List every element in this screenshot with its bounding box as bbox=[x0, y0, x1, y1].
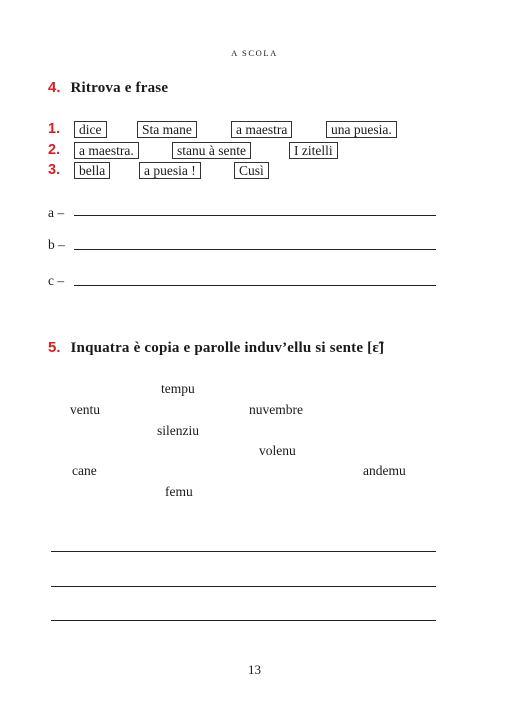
copy-line[interactable] bbox=[51, 551, 436, 552]
answer-line-a[interactable] bbox=[74, 215, 436, 216]
copy-line[interactable] bbox=[51, 586, 436, 587]
exercise-5-heading bbox=[48, 339, 384, 357]
running-head: A SCOLA bbox=[231, 48, 278, 58]
scattered-word: andemu bbox=[363, 463, 406, 478]
scattered-word: cane bbox=[72, 463, 97, 478]
word-box: a maestra bbox=[231, 121, 292, 138]
word-box: Cusì bbox=[234, 162, 269, 179]
exercise-4-heading bbox=[48, 79, 168, 97]
scattered-word: nuvembre bbox=[249, 402, 303, 417]
row-number: 2. bbox=[48, 142, 61, 158]
word-box: a puesia ! bbox=[139, 162, 201, 179]
answer-label: a – bbox=[48, 205, 65, 220]
word-box: bella bbox=[74, 162, 110, 179]
row-number: 1. bbox=[48, 121, 61, 137]
scattered-word: femu bbox=[165, 484, 193, 499]
exercise-5-number: 5. bbox=[48, 339, 61, 356]
word-box: una puesia. bbox=[326, 121, 397, 138]
word-box: Sta mane bbox=[137, 121, 197, 138]
scattered-word: tempu bbox=[161, 381, 195, 396]
word-box: a maestra. bbox=[74, 142, 139, 159]
word-box: stanu à sente bbox=[172, 142, 251, 159]
exercise-4-title: Ritrova e frase bbox=[70, 80, 169, 96]
answer-label: c – bbox=[48, 273, 65, 288]
scattered-word: volenu bbox=[259, 443, 296, 458]
scattered-word: silenziu bbox=[157, 423, 199, 438]
exercise-4-number: 4. bbox=[48, 79, 61, 96]
row-number: 3. bbox=[48, 162, 61, 178]
scattered-word: ventu bbox=[70, 402, 100, 417]
answer-label: b – bbox=[48, 237, 65, 252]
word-box: I zitelli bbox=[289, 142, 338, 159]
page-number: 13 bbox=[248, 662, 261, 677]
answer-line-c[interactable] bbox=[74, 285, 436, 286]
answer-line-b[interactable] bbox=[74, 249, 436, 250]
word-box: dice bbox=[74, 121, 107, 138]
exercise-5-title: Inquatra è copia e parolle induv’ellu si sente [ɛ̃] bbox=[70, 340, 385, 356]
copy-line[interactable] bbox=[51, 620, 436, 621]
